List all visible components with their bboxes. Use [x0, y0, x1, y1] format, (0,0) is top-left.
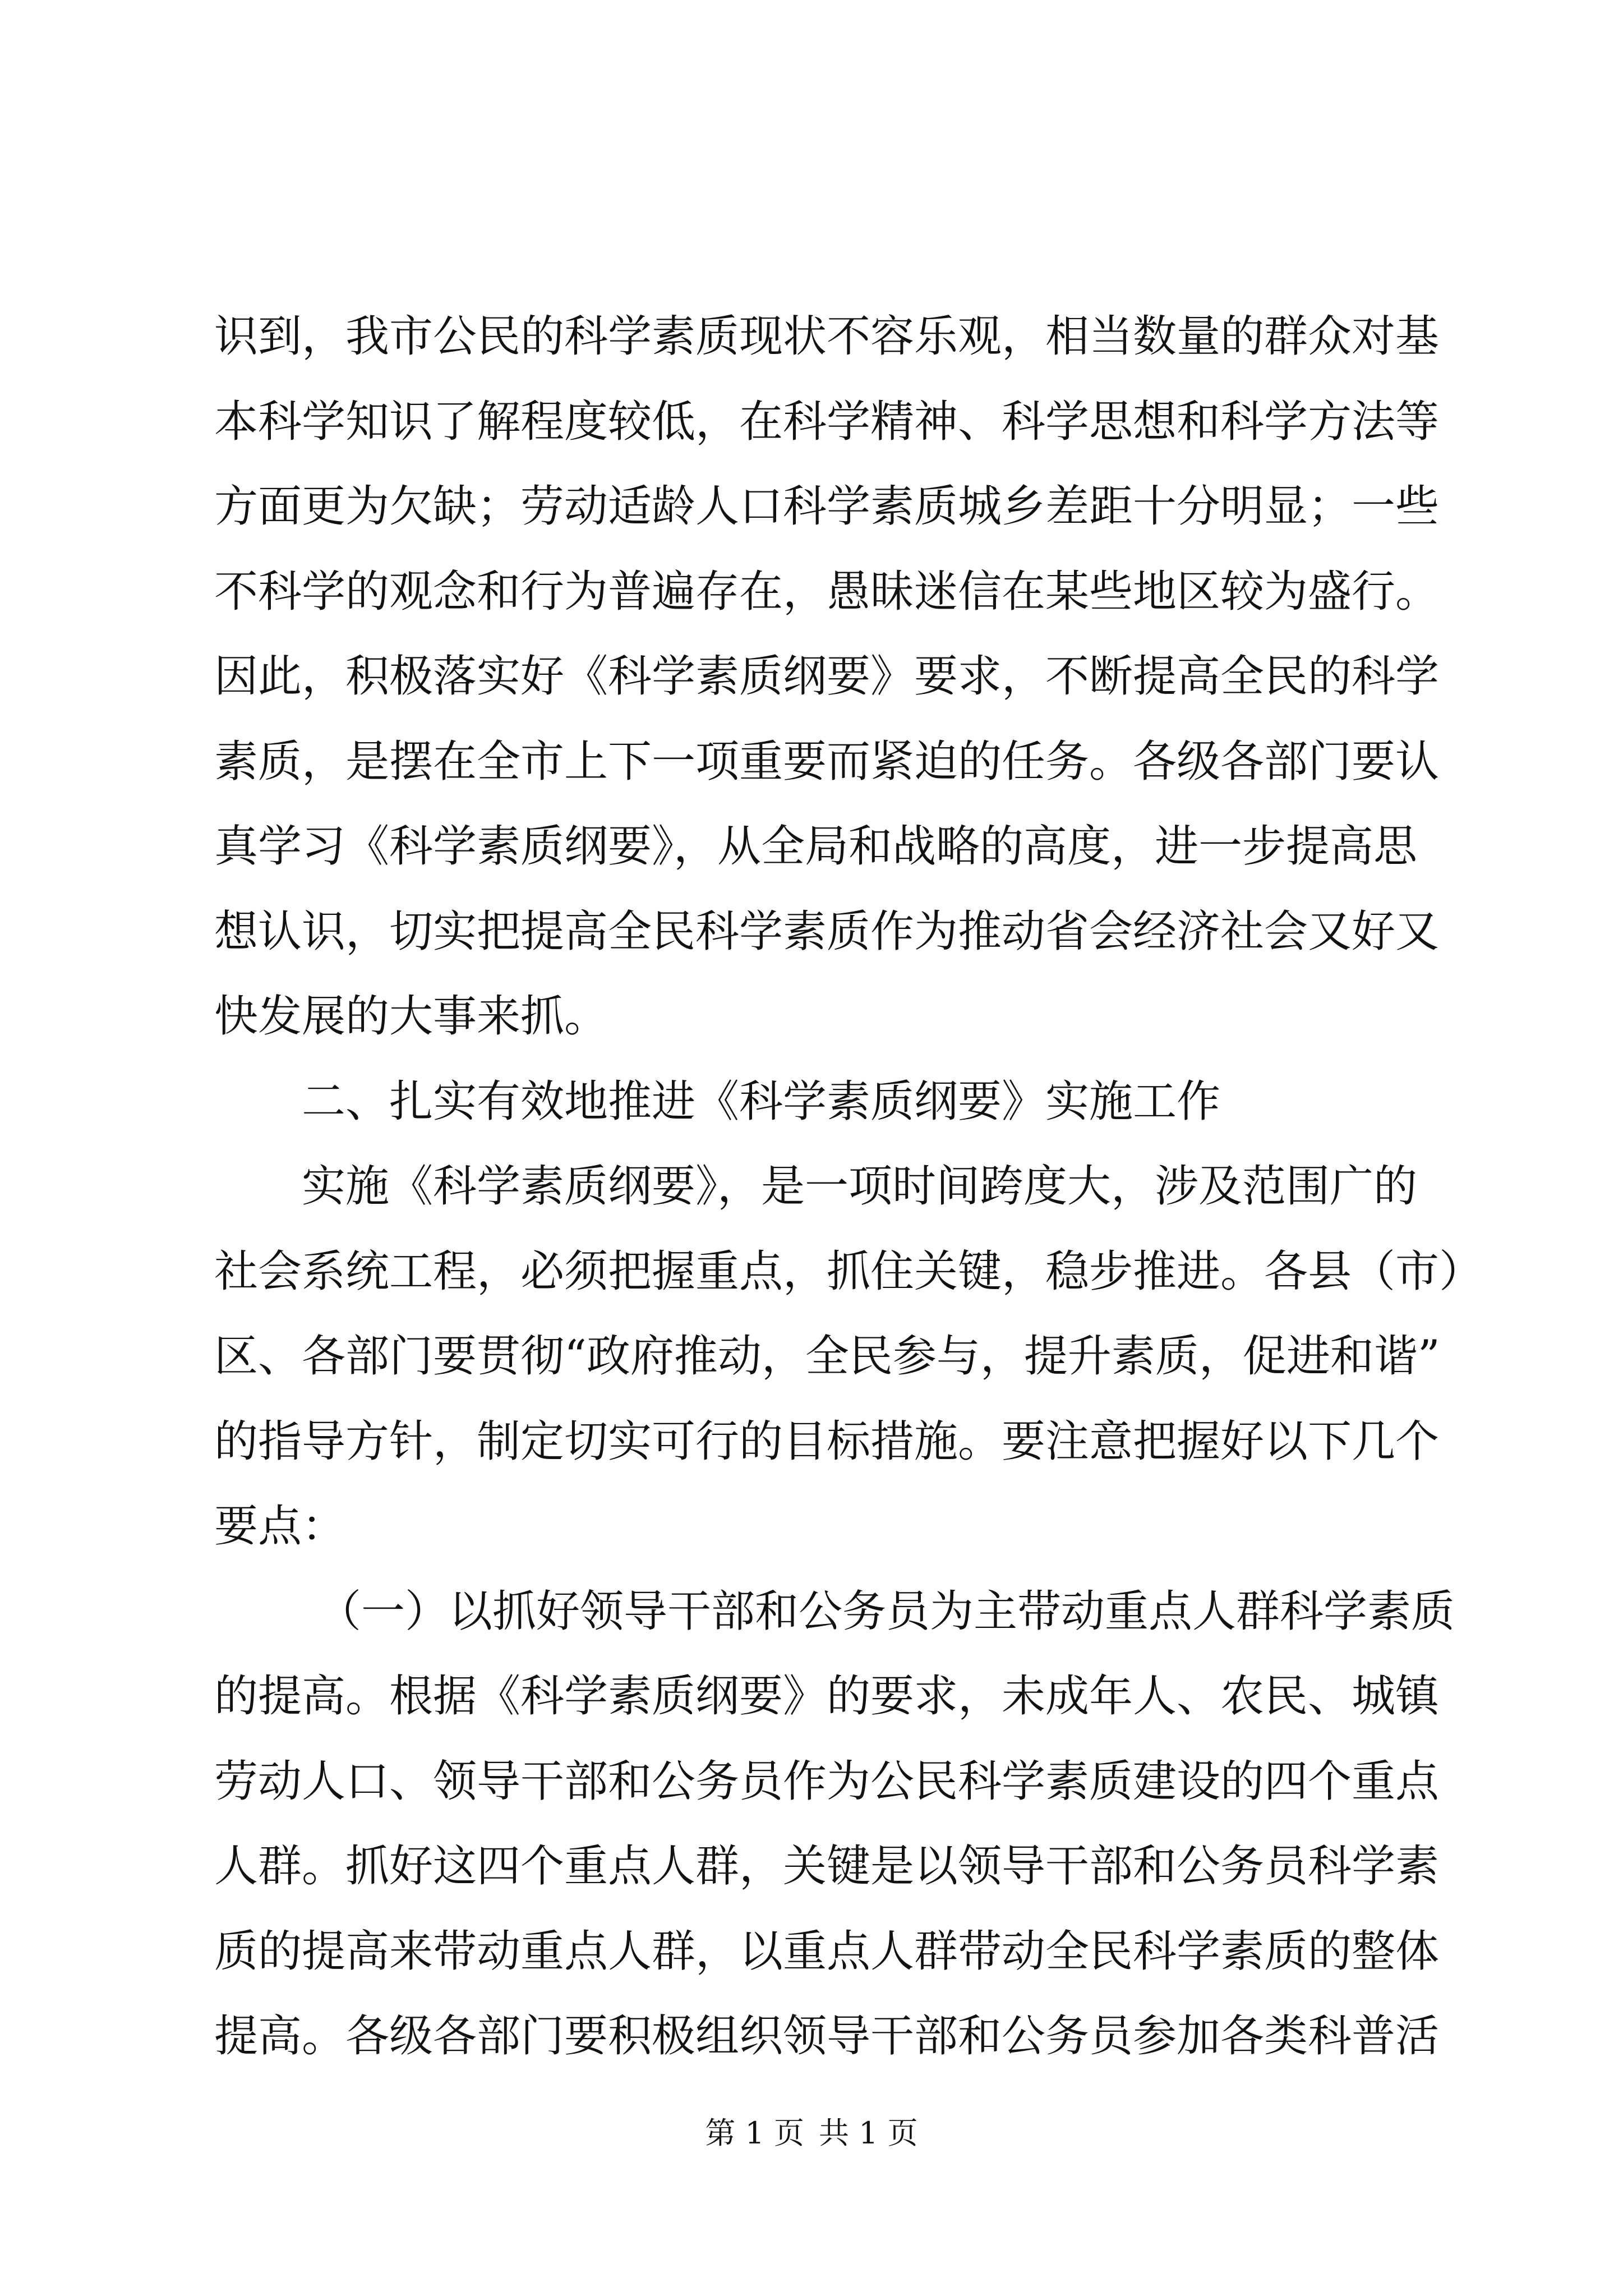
text-line: 提高。各级各部门要积极组织领导干部和公务员参加各类科普活 [214, 2011, 1440, 2062]
text-line: 识到，我市公民的科学素质现状不容乐观，相当数量的群众对基 [214, 311, 1440, 362]
page-number: 第 1 页 [705, 2115, 804, 2151]
text-line: 不科学的观念和行为普遍存在，愚昧迷信在某些地区较为盛行。 [214, 566, 1440, 617]
text-line: 真学习《科学素质纲要》，从全局和战略的高度，进一步提高思 [214, 821, 1418, 872]
text-line: 方面更为欠缺；劳动适龄人口科学素质城乡差距十分明显；一些 [214, 481, 1440, 532]
text-line: 人群。抓好这四个重点人群，关键是以领导干部和公务员科学素 [214, 1841, 1440, 1892]
text-line: 本科学知识了解程度较低，在科学精神、科学思想和科学方法等 [214, 396, 1440, 447]
document-body [214, 295, 1483, 2079]
subsection-heading: （一）以抓好领导干部和公务员为主带动重点人群科学素质 [317, 1586, 1455, 1637]
section-heading: 二、扎实有效地推进《科学素质纲要》实施工作 [302, 1076, 1221, 1127]
text-line: 要点： [214, 1501, 346, 1552]
text-line: 想认识，切实把提高全民科学素质作为推动省会经济社会又好又 [214, 906, 1440, 957]
text-line: 实施《科学素质纲要》，是一项时间跨度大，涉及范围广的 [302, 1161, 1418, 1212]
text-line: 劳动人口、领导干部和公务员作为公民科学素质建设的四个重点 [214, 1756, 1440, 1807]
page-footer [0, 2109, 1623, 2152]
text-line: 社会系统工程，必须把握重点，抓住关键，稳步推进。各县（市） [214, 1246, 1483, 1297]
text-line: 快发展的大事来抓。 [214, 991, 608, 1042]
text-line: 的提高。根据《科学素质纲要》的要求，未成年人、农民、城镇 [214, 1671, 1440, 1722]
text-line: 区、各部门要贯彻“政府推动，全民参与，提升素质，促进和谐” [214, 1331, 1440, 1382]
text-line: 的指导方针，制定切实可行的目标措施。要注意把握好以下几个 [214, 1416, 1440, 1467]
text-line: 质的提高来带动重点人群，以重点人群带动全民科学素质的整体 [214, 1926, 1440, 1977]
page-total: 共 1 页 [819, 2115, 918, 2151]
text-line: 素质，是摆在全市上下一项重要而紧迫的任务。各级各部门要认 [214, 736, 1440, 787]
text-line: 因此，积极落实好《科学素质纲要》要求，不断提高全民的科学 [214, 651, 1440, 702]
